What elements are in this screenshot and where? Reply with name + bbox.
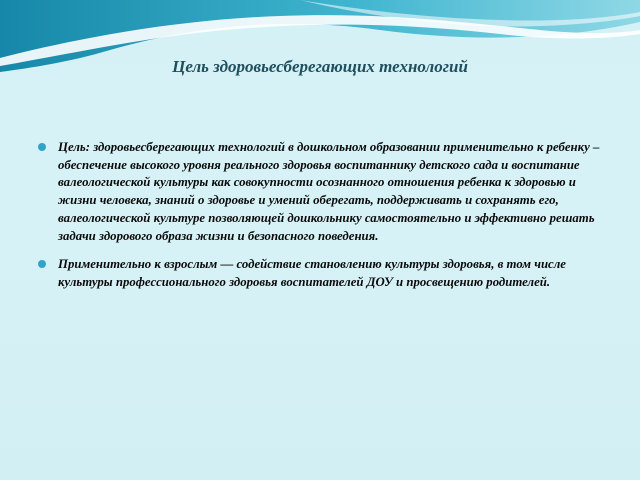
bullet-text: Применительно к взрослым — содействие становлению культуры здоровья, в том числе культуры профессионального здоровья воспитателей ДОУ и просвещению родителей. [58, 257, 566, 289]
bullet-dot-icon [38, 260, 46, 268]
bullet-text: Цель: здоровьесберегающих технологий в дошкольном образовании применительно к ребенку – обеспечение высокого уровня реального здоровья воспитаннику детского сада и воспитание валеологической культуры как совокупности осознанного отношения ребенка к здоровью и жизни человека, знаний о здоровье и умений оберегать, поддерживать и сохранять его, валеологической культуре позволяющей дошкольнику самостоятельно и эффективно решать задачи здорового образа жизни и безопасного поведения. [58, 140, 600, 243]
bullet-list [38, 139, 613, 303]
bullet-item [38, 256, 613, 291]
bullet-item [38, 139, 613, 245]
bullet-dot-icon [38, 143, 46, 151]
slide-title: Цель здоровьесберегающих технологий [172, 57, 468, 76]
